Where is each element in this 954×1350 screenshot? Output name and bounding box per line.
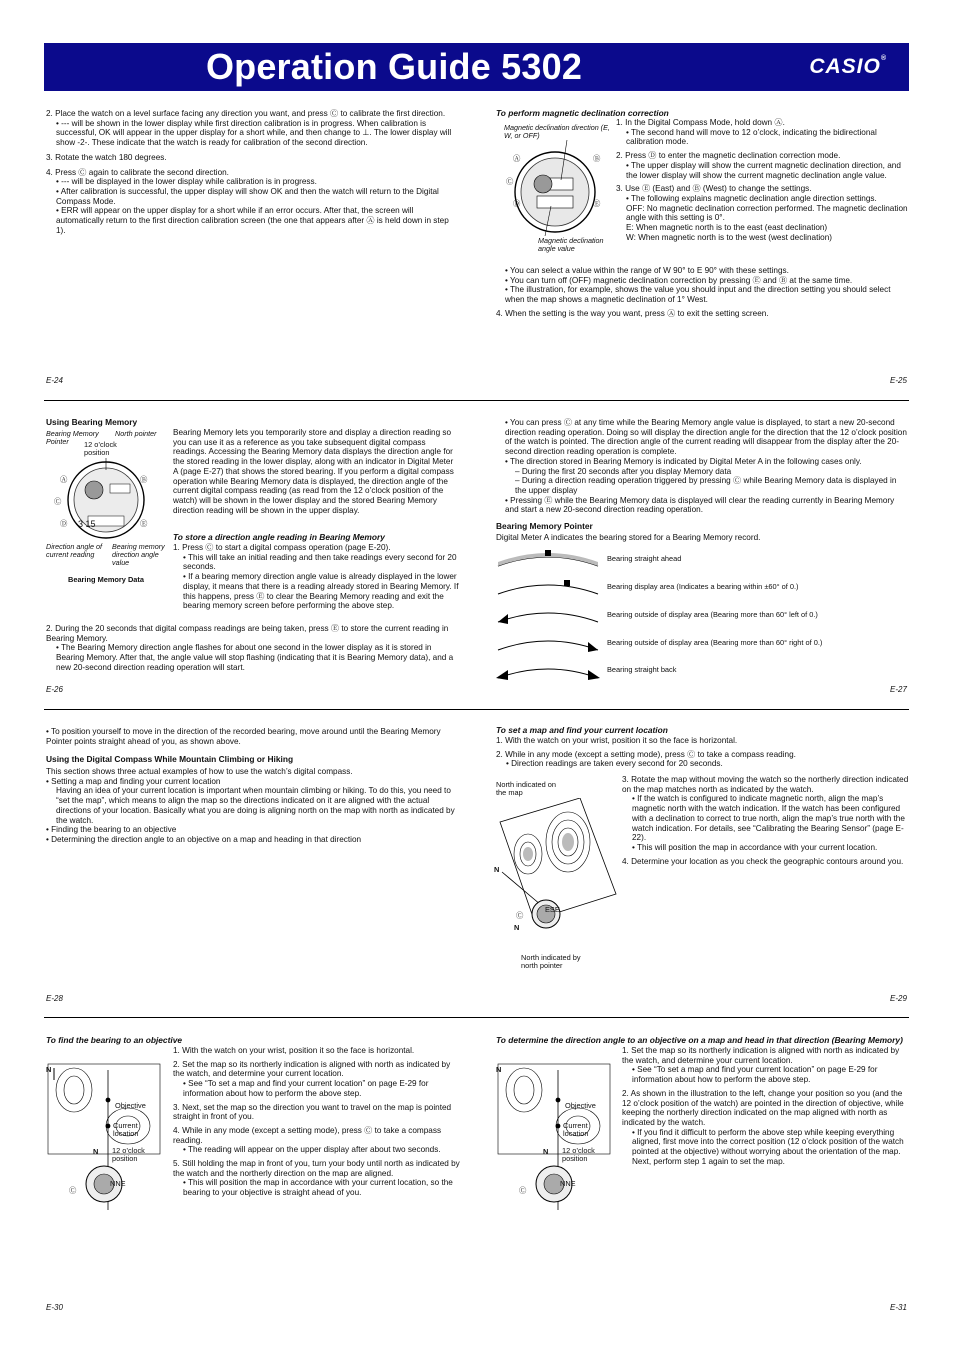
da-step-1: 1. Set the map so its northerly indication is aligned with north as indicated by the watch, and determine your current location. <box>622 1046 900 1065</box>
caption-north-pointer: North pointer <box>115 429 157 438</box>
setmap-steps-1-2 <box>496 736 906 769</box>
step-3: 3. Rotate the watch 180 degrees. <box>46 152 167 162</box>
caption-12-oclock: 12 o’clock position <box>84 440 117 458</box>
fb-12-label: 12 o’clock position <box>112 1146 145 1164</box>
heading-declination: To perform magnetic declination correction <box>496 108 669 118</box>
fb-north-label: N <box>46 1065 52 1074</box>
fb-step-1: 1. With the watch on your wrist, position it so the face is horizontal. <box>173 1046 415 1055</box>
heading-set-map: To set a map and find your current location <box>496 725 668 735</box>
climb-note: • To position yourself to move in the direction of the recorded bearing, move around until the Bearing Memory Pointer points straight ahead of you, as shown above. <box>46 727 441 746</box>
da-nne-label: NNE <box>560 1179 576 1188</box>
caption-declination-angle: Magnetic declination angle value <box>538 236 604 253</box>
da-12-label: 12 o’clock position <box>562 1146 595 1164</box>
bm-item-outside-left: Bearing outside of display area (Bearing more than 60° left of 0.) <box>607 610 818 619</box>
bm-button-c: Ⓒ <box>54 497 62 506</box>
setmap-step-1: 1. With the watch on your wrist, position it so the face is horizontal. <box>496 736 738 745</box>
bm-button-b: Ⓑ <box>140 475 148 484</box>
page-number-e29: E-29 <box>890 994 907 1003</box>
page-number-e30: E-30 <box>46 1303 63 1312</box>
da-step-2-bullet: • If you find it difficult to perform the above step while keeping everything aligned, first move into the correct position (12 o’clock position of the watch pointed at the objective) without worrying about the orientation of the map. Next, perform step 1 again to set the map. <box>632 1127 904 1166</box>
decl-step-3: 3. Use Ⓔ (East) and Ⓑ (West) to change the settings. <box>616 184 812 194</box>
setmap-ese-label: ESE <box>545 905 560 914</box>
button-c-label: Ⓒ <box>506 177 514 186</box>
page-number-e27: E-27 <box>890 685 907 694</box>
section-e25-steps <box>616 118 910 242</box>
bm-item-straight-ahead: Bearing straight ahead <box>607 554 682 563</box>
da-north-label: N <box>496 1065 502 1074</box>
heading-find-bearing: To find the bearing to an objective <box>46 1035 183 1045</box>
fb-step-3: 3. Next, set the map so the direction you want to travel on the map is pointed straight in front of you. <box>173 1102 452 1122</box>
bm-note-2-dash-2: – During a direction reading operation triggered by pressing Ⓒ while Bearing Memory data is displayed in the upper display <box>515 476 897 495</box>
heading-climbing: Using the Digital Compass While Mountain Climbing or Hiking <box>46 754 294 764</box>
bm-button-a: Ⓐ <box>60 475 68 484</box>
climbing-item-2: • Finding the bearing to an objective <box>46 825 177 835</box>
setmap-steps-3-4 <box>622 775 910 866</box>
step-2: 2. Place the watch on a level surface facing any direction you want, and press Ⓒ to calibrate the first direction. <box>46 109 446 118</box>
setmap-step-3: 3. Rotate the map without moving the watch so the northerly direction indicated on the map matches north as indicated by the watch. <box>622 775 909 794</box>
decl-step-1: 1. In the Digital Compass Mode, hold down Ⓐ. <box>616 118 785 127</box>
step-4-bullet-3: • ERR will appear on the upper display for a short while if an error occurs. After that, the screen will automatically return to the first direction calibration screen (the one that appears after Ⓐ is held down in step 1). <box>56 206 449 235</box>
da-watch-north: N <box>543 1147 549 1156</box>
map-illustration-find-bearing <box>44 1060 168 1220</box>
decl-note-3: • The illustration, for example, shows the value you should input and the direction setting you should select when the map shows a magnetic declination of 1° West. <box>505 285 891 305</box>
bm-note-2-dash-1: – During the first 20 seconds after you display Memory data <box>515 466 732 476</box>
divider-1 <box>44 400 909 401</box>
caption-declination-direction: Magnetic declination direction (E, W, or OFF) <box>504 123 610 140</box>
divider-2 <box>44 709 909 710</box>
caption-north-pointer-map: North indicated by north pointer <box>521 953 581 971</box>
button-a-label: Ⓐ <box>513 154 521 163</box>
heading-bm-pointer: Bearing Memory Pointer <box>496 521 593 531</box>
step-4: 4. Press Ⓒ again to calibrate the second direction. <box>46 167 229 177</box>
bm-note-1: • You can press Ⓒ at any time while the Bearing Memory angle value is displayed, to start a new 20-second direction reading operation. Doing so will display the direction angle for the direction that the 12 o’clock position of the watch is pointed. The direction angle of the current reading will disappear from the display after the 20-second direction reading operation is complete. <box>505 418 907 457</box>
decl-step-3-bullet: • The following explains magnetic declination angle direction settings. <box>626 193 877 203</box>
watch-illustration-bearing-memory <box>58 458 156 542</box>
bm-store-steps <box>173 543 459 611</box>
bm-step-1-bullet-2: • If a bearing memory direction angle value is already displayed in the lower display, it means that there is a reading already stored in Bearing Memory. If this happens, press Ⓔ to clear the Bearing Memory reading and exit the bearing memory screen before performing the above step. <box>183 572 459 611</box>
caption-bm-angle: Bearing memory direction angle value <box>112 542 165 567</box>
section-e27-notes <box>505 418 910 515</box>
decl-note-2: • You can turn off (OFF) magnetic declination correction by pressing Ⓔ and Ⓑ at the same time. <box>505 275 853 285</box>
caption-bm-pointer: Bearing Memory Pointer <box>46 429 99 446</box>
fb-nne-label: NNE <box>110 1179 126 1188</box>
fb-step-4: 4. While in any mode (except a setting mode), press Ⓒ to take a compass reading. <box>173 1125 442 1145</box>
bm-intro: Bearing Memory lets you temporarily store and display a direction reading so you can use it as a reference as you take subsequent digital compass readings. Accessing the Bearing Memory data displays the direction angle for the stored reading in the lower display, along with an indicator in Digital Meter A (page E-27) that shows the stored bearing. If you perform a digital compass operation while Bearing Memory data is displayed, the direction angle of the current digital compass reading (as read from the 12 o’clock position of the watch) will be shown in the lower display and the stored Bearing Memory direction reading will be shown in the upper display. <box>173 428 454 515</box>
climbing-item-1: • Setting a map and finding your current location <box>46 776 221 786</box>
heading-bearing-memory: Using Bearing Memory <box>46 417 138 427</box>
decl-step-4: 4. When the setting is the way you want, press Ⓐ to exit the setting screen. <box>496 309 769 318</box>
da-step-1-bullet: • See “To set a map and find your current location” on page E-29 for information about how to perform the above step. <box>632 1065 878 1085</box>
bm-pointer-meters <box>494 544 604 686</box>
fb-watch-north: N <box>93 1147 99 1156</box>
bm-pointer-intro: Digital Meter A indicates the bearing stored for a Bearing Memory record. <box>496 533 761 542</box>
setmap-step-3-bullet-2: • This will position the map in accordance with your current location. <box>632 842 878 852</box>
da-button-c: Ⓒ <box>519 1186 527 1195</box>
page-number-e25: E-25 <box>890 376 907 385</box>
page-title: Operation Guide 5302 <box>205 46 583 87</box>
bm-step-1-bullet-1: • This will take an initial reading and then take readings every second for 20 seconds. <box>183 552 457 572</box>
fb-step-5: 5. Still holding the map in front of you, turn your body until north as indicated by the watch and the northerly direction on the map are aligned. <box>173 1159 460 1178</box>
button-d-label: Ⓓ <box>513 199 521 208</box>
da-step-2: 2. As shown in the illustration to the left, change your position so you (and the 12 o’clock position of the watch) are pointed in the direction of objective, while keeping the northerly direction indicated on the map aligned with north as indicated by the watch. <box>622 1088 904 1127</box>
button-e-label: Ⓔ <box>593 199 601 208</box>
step-2-bullet: • --- will be shown in the lower display while first direction calibration is in progress. When calibration is successful, OK will appear in the upper display for a short while, and then change to ⊥. The lower display will show -2-. These indicate that the watch is ready for calibration of the second direction. <box>56 118 452 148</box>
map-illustration-direction-angle <box>494 1060 618 1220</box>
decl-note-1: • You can select a value within the range of W 90° to E 90° with these settings. <box>505 266 789 275</box>
caption-direction-angle: Direction angle of current reading <box>46 542 102 559</box>
climbing-intro: This section shows three actual examples of how to use the watch’s digital compass. <box>46 767 353 776</box>
page-number-e31: E-31 <box>890 1303 907 1312</box>
fb-step-5-bullet: • This will position the map in accordance with your current location, so the bearing to your objective is straight ahead of you. <box>183 1178 453 1198</box>
step-4-bullet-2: • After calibration is successful, the upper display will show OK and then the watch will return to the Digital Compass Mode. <box>56 186 439 206</box>
lower-display-value: 3 15 <box>78 519 96 529</box>
decl-e-setting: E: When magnetic north is to the east (east declination) <box>626 223 828 233</box>
fb-objective-label: Objective <box>115 1101 146 1110</box>
fb-current-label: Current location <box>113 1121 139 1139</box>
divider-3 <box>44 1017 909 1018</box>
map-illustration-set-map <box>494 798 620 956</box>
decl-step-1-bullet: • The second hand will move to 12 o’clock, indicating the bidirectional calibration mode. <box>626 127 877 147</box>
page-number-e28: E-28 <box>46 994 63 1003</box>
bm-step-1: 1. Press Ⓒ to start a digital compass operation (page E-20). <box>173 543 391 552</box>
climbing-item-3: • Determining the direction angle to an objective on a map and heading in that direction <box>46 834 362 844</box>
fb-button-c: Ⓒ <box>69 1186 77 1195</box>
section-e24 <box>46 109 456 235</box>
page-number-e24: E-24 <box>46 376 63 385</box>
button-b-label: Ⓑ <box>593 154 601 163</box>
header-bar <box>44 43 909 91</box>
caption-north-on-map: North indicated on the map <box>496 780 556 798</box>
direction-angle-steps <box>622 1046 910 1166</box>
bm-item-display-area: Bearing display area (Indicates a bearing within ±60° of 0.) <box>607 582 799 591</box>
caption-bm-data: Bearing Memory Data <box>68 575 144 584</box>
decl-off-setting: OFF: No magnetic declination correction performed. The magnetic declination angle with this setting is 0°. <box>626 203 908 223</box>
bm-button-e: Ⓔ <box>140 519 148 528</box>
watch-north-label: N <box>514 923 520 932</box>
decl-step-2-bullet: • The upper display will show the current magnetic declination direction, and the lower display will show the current magnetic declination angle value. <box>626 160 901 180</box>
map-north-label: N <box>494 865 500 874</box>
page-number-e26: E-26 <box>46 685 63 694</box>
find-bearing-steps <box>173 1046 461 1198</box>
setmap-button-c: Ⓒ <box>516 911 524 920</box>
setmap-step-2: 2. While in any mode (except a setting mode), press Ⓒ to take a compass reading. <box>496 749 796 759</box>
decl-w-setting: W: When magnetic north is to the west (west declination) <box>626 232 832 242</box>
step-4-bullet-1: • --- will be displayed in the lower display while calibration is in progress. <box>56 177 317 187</box>
setmap-step-2-bullet: • Direction readings are taken every second for 20 seconds. <box>506 759 723 769</box>
heading-direction-angle: To determine the direction angle to an objective on a map and head in that direction (Bearing Memory) <box>496 1035 903 1045</box>
bm-item-straight-back: Bearing straight back <box>607 665 677 674</box>
fb-step-2: 2. Set the map so its northerly indication is aligned with north as indicated by the watch, and determine your current location. <box>173 1059 451 1079</box>
climbing-section <box>46 767 456 845</box>
setmap-step-3-bullet-1: • If the watch is configured to indicate magnetic north, align the map’s magnetic north with the watch indication. If the watch has been configured with a declination to correct to true north, align the map’s true north with the watch indication. For details, see “Calibrating the Bearing Sensor” (page E-22). <box>632 794 905 843</box>
da-objective-label: Objective <box>565 1101 596 1110</box>
bm-note-2: • The direction stored in Bearing Memory is indicated by Digital Meter A in the following cases only. <box>505 456 862 466</box>
heading-store-bm: To store a direction angle reading in Bearing Memory <box>173 532 385 542</box>
section-e25-notes <box>505 266 910 305</box>
bm-step-2-block <box>46 624 460 673</box>
climbing-item-1-text: Having an idea of your current location is important when mountain climbing or hiking. To do this, you need to “set the map”, which means to align the map so the directions indicated on it are aligned with the actual directions of your location. Basically what you are doing is aligning north on the map with north as indicated by the watch. <box>56 786 455 825</box>
fb-step-2-bullet: • See “To set a map and find your current location” on page E-29 for information about how to perform the above step. <box>183 1079 429 1098</box>
bm-note-3: • Pressing Ⓔ while the Bearing Memory data is displayed will clear the reading currently in Bearing Memory and start a new 20-second direction reading operation. <box>505 495 895 515</box>
fb-step-4-bullet: • The reading will appear on the upper display after about two seconds. <box>183 1145 441 1155</box>
bm-step-2-bullet: • The Bearing Memory direction angle flashes for about one second in the lower display as it is stored in Bearing Memory. After that, the angle value will stop flashing (indicating that it is Bearing Memory data), and a new 20-second direction reading operation will start. <box>56 643 454 672</box>
bm-item-outside-right: Bearing outside of display area (Bearing more than 60° right of 0.) <box>607 638 823 647</box>
bm-step-2: 2. During the 20 seconds that digital compass readings are being taken, press Ⓔ to store the current reading in Bearing Memory. <box>46 624 449 643</box>
setmap-step-4: 4. Determine your location as you check the geographic contours around you. <box>622 856 904 866</box>
bm-button-d: Ⓓ <box>60 519 68 528</box>
casio-logo: CASIO® <box>809 55 887 78</box>
da-current-label: Current location <box>563 1121 589 1139</box>
decl-step-2: 2. Press Ⓓ to enter the magnetic declination correction mode. <box>616 151 841 161</box>
